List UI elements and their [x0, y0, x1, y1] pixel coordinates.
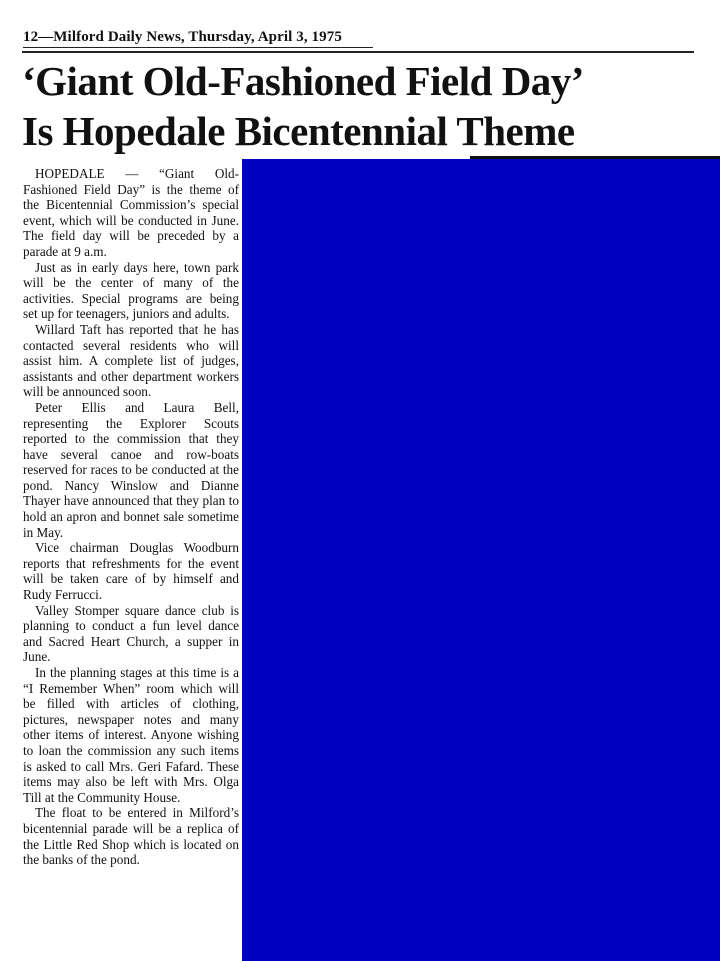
article-paragraph: Willard Taft has reported that he has contacted several residents who will assist him. A complete list of judges, assistants and other department workers will be announced soon. — [23, 321, 239, 400]
headline-line-1: ‘Giant Old-Fashioned Field Day’ — [22, 58, 584, 104]
dateline: 12—Milford Daily News, Thursday, April 3, 1975 — [23, 29, 342, 45]
headline-line-2: Is Hopedale Bicentennial Theme — [22, 108, 575, 154]
article-paragraph: Peter Ellis and Laura Bell, representing the Explorer Scouts reported to the commission that they have several canoe and row-boats reserved for races to be conducted at the pond. Nancy Winslow and Dianne Thayer have announced that they plan to hold an apron and bonnet sale sometime in May. — [23, 399, 239, 540]
top-rule — [22, 51, 694, 53]
article-paragraph: The float to be entered in Milford’s bicentennial parade will be a replica of the Little Red Shop which is located on the banks of the pond. — [23, 805, 239, 868]
article-paragraph: In the planning stages at this time is a “I Remember When” room which will be filled with articles of clothing, pictures, newspaper notes and many other items of interest. Anyone wishing to loan the commission any such items is asked to call Mrs. Geri Fafard. These items may also be left with Mrs. Olga Till at the Community House. — [23, 665, 239, 805]
article-paragraph: Valley Stomper square dance club is planning to conduct a fun level dance and Sacred Heart Church, a supper in June. — [23, 602, 239, 665]
redaction-block — [242, 159, 720, 961]
dateline-rule — [23, 47, 373, 48]
article-paragraph: HOPEDALE — “Giant Old-Fashioned Field Day” is the theme of the Bicentennial Commission’s special event, which will be conducted in June. The field day will be preceded by a parade at 9 a.m. — [23, 166, 239, 259]
headline — [22, 56, 712, 156]
article-paragraph: Just as in early days here, town park will be the center of many of the activities. Special programs are being set up for teenagers, juniors and adults. — [23, 259, 239, 322]
article-paragraph: Vice chairman Douglas Woodburn reports that refreshments for the event will be taken care of by himself and Rudy Ferrucci. — [23, 540, 239, 603]
article-column — [23, 166, 239, 868]
